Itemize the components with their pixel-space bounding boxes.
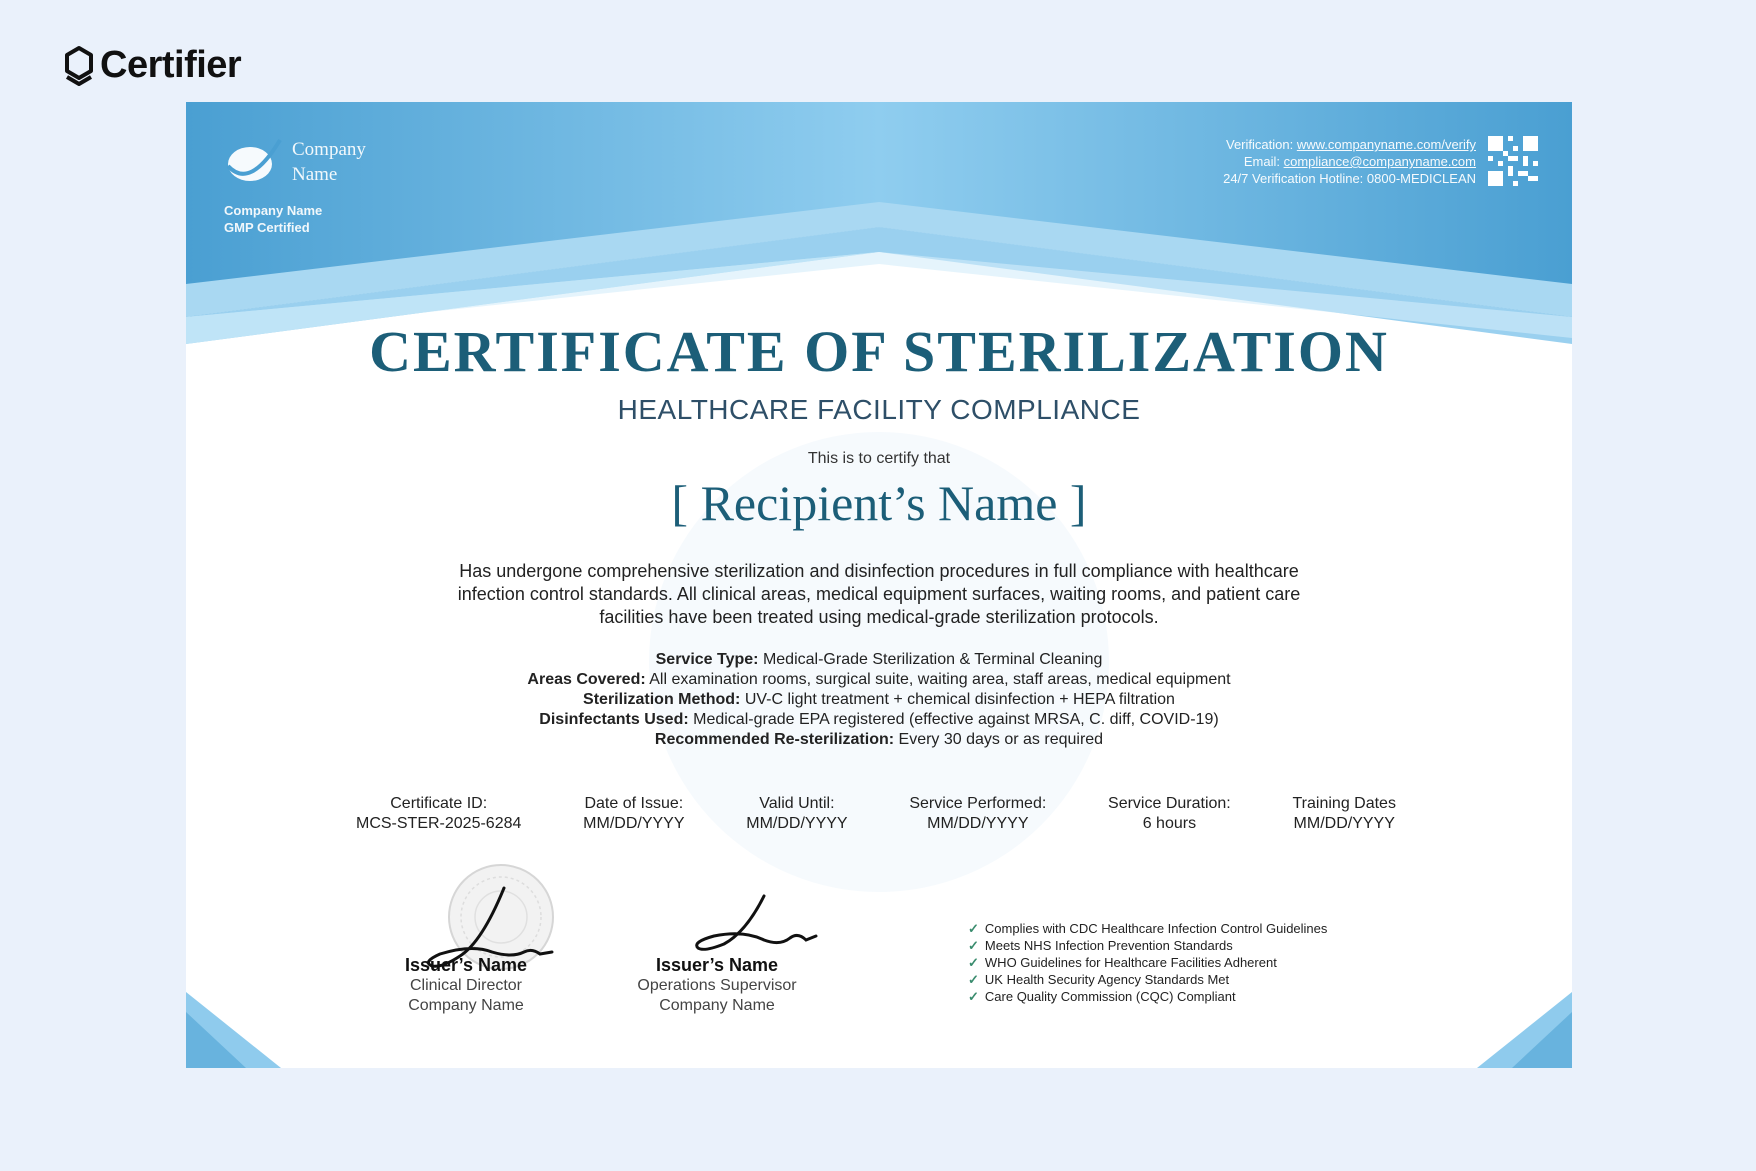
certify-intro: This is to certify that [807,450,951,467]
meta-value: MM/DD/YYYY [583,815,685,832]
check-icon: ✓ [968,989,979,1004]
check-icon: ✓ [968,955,979,970]
detail-row [346,650,1412,670]
certificate-subtitle: HEALTHCARE FACILITY COMPLIANCE [617,394,1141,425]
compliance-item [968,971,1327,988]
detail-value: UV-C light treatment + chemical disinfection + HEPA filtration [744,691,1175,708]
meta-value: MM/DD/YYYY [746,815,848,832]
compliance-item [968,954,1327,971]
contact-info [1223,136,1476,187]
meta-label: Date of Issue: [584,795,684,812]
issuer-role: Clinical Director [409,977,523,994]
issuer-company: Company Name [659,997,775,1014]
hotline: 24/7 Verification Hotline: 0800-MEDICLEAN [1223,171,1476,186]
compliance-list [968,920,1327,1005]
meta-value: MM/DD/YYYY [1293,815,1395,832]
issuer-role: Operations Supervisor [637,977,797,994]
check-icon: ✓ [968,972,979,987]
meta-value: MCS-STER-2025-6284 [356,815,522,832]
meta-service-duration [1108,794,1231,834]
check-icon: ✓ [968,938,979,953]
verification-link[interactable]: www.companyname.com/verify [1296,137,1476,152]
certificate-title: CERTIFICATE OF STERILIZATION [369,319,1389,384]
logo-line-1: Company [292,139,366,160]
detail-row [346,670,1412,690]
certificate [186,102,1572,1068]
compliance-item [968,988,1327,1005]
meta-label: Service Performed: [909,795,1047,812]
signature-block-1 [386,954,546,1016]
detail-label: Sterilization Method: [583,691,741,708]
check-icon: ✓ [968,921,979,936]
meta-training-dates [1293,794,1396,834]
detail-label: Recommended Re-sterilization: [654,731,895,748]
brand-name: Certifier [100,44,242,86]
compliance-item [968,920,1327,937]
email-label: Email: [1243,154,1280,169]
issuer-name: Issuer’s Name [655,955,779,975]
issuer-name: Issuer’s Name [404,955,528,975]
service-details [346,650,1412,750]
company-name-small: Company Name [224,203,323,218]
recipient-name[interactable]: [ Recipient’s Name ] [671,475,1087,531]
compliance-item [968,937,1327,954]
meta-certificate-id [356,794,521,834]
compliance-text: UK Health Security Agency Standards Met [984,972,1230,987]
compliance-text: Complies with CDC Healthcare Infection Control Guidelines [984,921,1328,936]
meta-value: MM/DD/YYYY [927,815,1029,832]
meta-label: Training Dates [1292,795,1396,812]
compliance-text: Care Quality Commission (CQC) Compliant [984,989,1236,1004]
compliance-text: Meets NHS Infection Prevention Standards [984,938,1233,953]
detail-label: Disinfectants Used: [539,711,689,728]
logo-line-2: Name [292,164,338,185]
compliance-text: WHO Guidelines for Healthcare Facilities Adherent [984,955,1277,970]
detail-row [346,710,1412,730]
detail-value: Every 30 days or as required [898,731,1104,748]
meta-valid-until [746,794,847,834]
meta-label: Certificate ID: [390,795,488,812]
meta-date-of-issue [583,794,684,834]
detail-value: Medical-Grade Sterilization & Terminal Cleaning [762,651,1103,668]
company-subtitle [224,202,322,236]
email-line [1223,153,1476,170]
detail-label: Service Type: [655,651,759,668]
meta-label: Service Duration: [1108,795,1231,812]
company-logo [224,136,366,188]
qr-code-icon[interactable] [1488,136,1538,186]
gmp-certified: GMP Certified [224,220,310,235]
issuer-company: Company Name [408,997,524,1014]
company-swoosh-icon [224,136,284,188]
certifier-logo-icon [64,45,94,87]
meta-service-performed [909,794,1046,834]
signature-block-2 [612,954,822,1016]
verification-line [1223,136,1476,153]
verification-label: Verification: [1226,137,1294,152]
detail-value: All examination rooms, surgical suite, waiting area, staff areas, medical equipment [649,671,1231,688]
certifier-brand[interactable] [64,44,241,87]
certificate-meta [356,794,1396,834]
detail-label: Areas Covered: [527,671,646,688]
meta-value: 6 hours [1142,815,1197,832]
detail-row [346,690,1412,710]
signature-icon [684,892,834,962]
certificate-description: Has undergone comprehensive sterilization and disinfection procedures in full compliance with healthcare infection control standards. All clinical areas, medical equipment surfaces, waiting rooms, and patient care facilities have been treated using medical-grade sterilization protocols. [457,561,1301,627]
detail-row [346,730,1412,750]
detail-value: Medical-grade EPA registered (effective against MRSA, C. diff, COVID-19) [693,711,1219,728]
meta-label: Valid Until: [759,795,835,812]
email-link[interactable]: compliance@companyname.com [1283,154,1476,169]
